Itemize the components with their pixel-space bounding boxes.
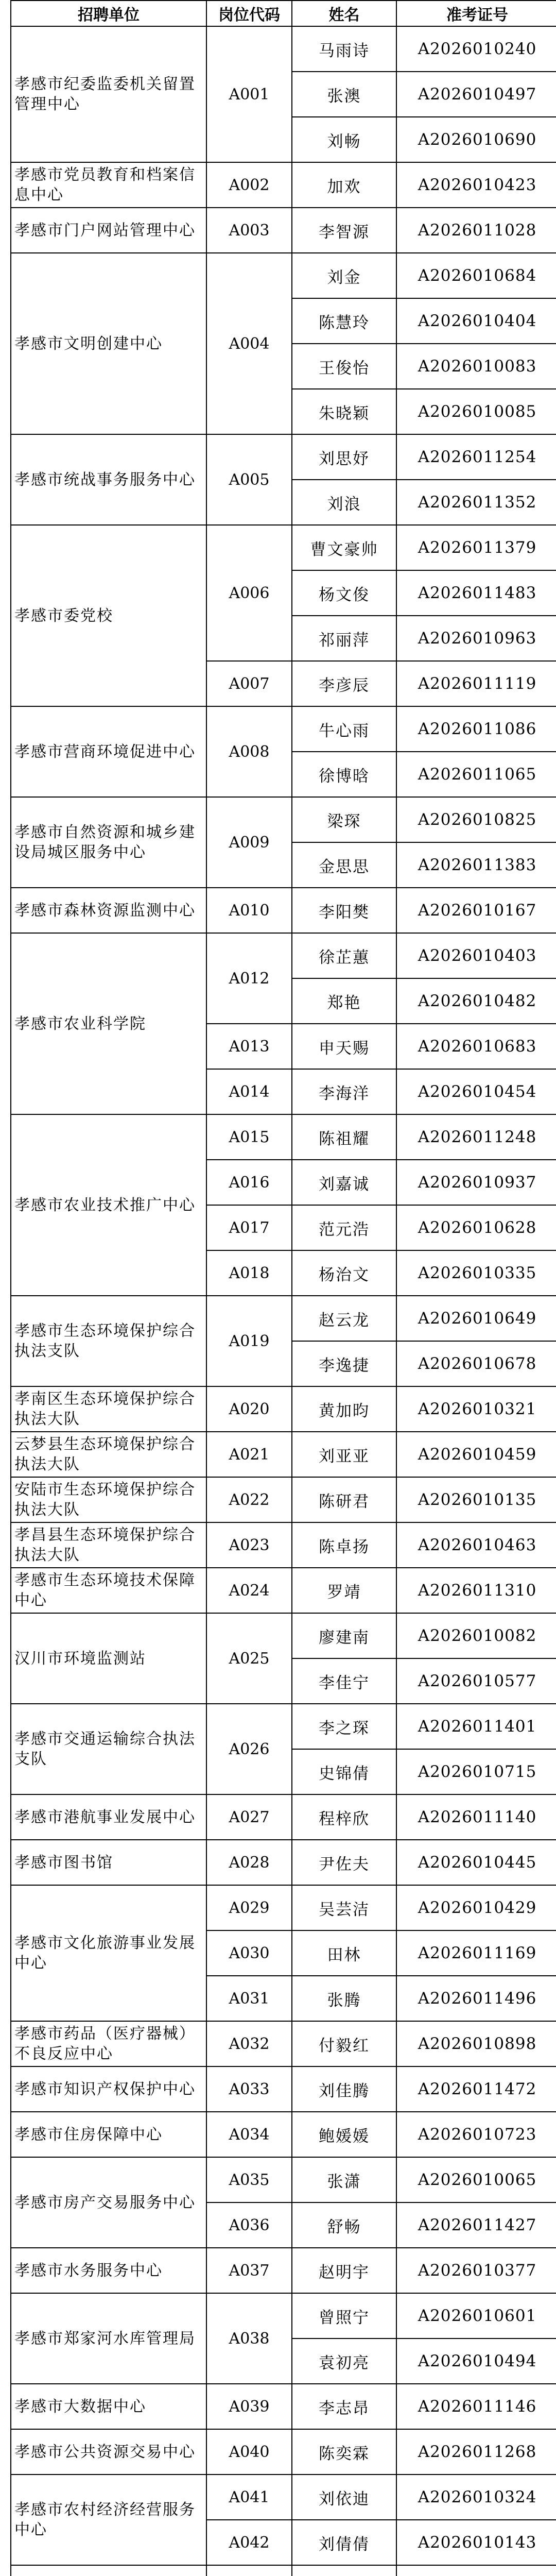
position-code-cell: A016	[206, 1160, 292, 1205]
name-cell: 刘佳腾	[292, 2066, 396, 2112]
ticket-number-cell: A2026011140	[396, 1794, 556, 1840]
name-cell: 罗靖	[292, 1568, 396, 1613]
position-code-cell: A014	[206, 1069, 292, 1114]
name-cell: 祁丽萍	[292, 616, 396, 661]
table-row	[11, 1522, 556, 1568]
unit-cell: 孝感市房产交易服务中心	[11, 2157, 206, 2248]
ticket-number-cell: A2026011352	[396, 480, 556, 525]
ticket-number-cell: A2026010628	[396, 1205, 556, 1250]
table-row	[11, 1885, 556, 1930]
position-code-cell: A037	[206, 2248, 292, 2293]
ticket-number-cell: A2026011028	[396, 208, 556, 253]
table-row	[11, 888, 556, 933]
name-cell: 陈祖耀	[292, 1114, 396, 1160]
unit-cell: 孝感市统战事务服务中心	[11, 434, 206, 525]
name-cell: 李佳宁	[292, 1658, 396, 1704]
table-row	[11, 2429, 556, 2475]
unit-cell: 孝感市知识产权保护中心	[11, 2066, 206, 2112]
unit-cell: 孝感市农业科学院	[11, 933, 206, 1114]
position-code-cell: A042	[206, 2520, 292, 2565]
name-cell: 李智源	[292, 208, 396, 253]
name-cell: 曹文豪帅	[292, 525, 396, 570]
name-cell: 刘亚亚	[292, 1432, 396, 1477]
ticket-number-cell: A2026010937	[396, 1160, 556, 1205]
table-row	[11, 1477, 556, 1522]
unit-cell: 孝南区生态环境保护综合执法大队	[11, 1386, 206, 1432]
ticket-number-cell: A2026010683	[396, 1024, 556, 1069]
name-cell: 赵明宇	[292, 2248, 396, 2293]
unit-cell: 孝感市港航事业发展中心	[11, 1794, 206, 1840]
unit-cell: 孝感市营商环境促进中心	[11, 706, 206, 797]
name-cell: 黄加昀	[292, 1386, 396, 1432]
name-cell: 牛心雨	[292, 706, 396, 752]
ticket-number-cell: A2026010649	[396, 1296, 556, 1341]
ticket-number-cell: A2026011379	[396, 525, 556, 570]
unit-cell: 孝感市文明创建中心	[11, 253, 206, 434]
ticket-number-cell: A2026011427	[396, 2202, 556, 2248]
table-row	[11, 2157, 556, 2202]
unit-cell: 孝感市农业技术推广中心	[11, 1114, 206, 1296]
position-code-cell	[206, 2565, 292, 2576]
name-cell: 舒畅	[292, 2202, 396, 2248]
position-code-cell: A002	[206, 162, 292, 208]
header-name: 姓名	[292, 1, 396, 26]
name-cell: 张澳	[292, 72, 396, 117]
ticket-number-cell: A2026011483	[396, 570, 556, 616]
position-code-cell: A035	[206, 2157, 292, 2202]
name-cell: 刘浪	[292, 480, 396, 525]
table-row	[11, 2384, 556, 2429]
table-row	[11, 434, 556, 480]
table-row	[11, 1568, 556, 1613]
unit-cell: 孝感市纪委监委机关留置管理中心	[11, 26, 206, 162]
position-code-cell: A001	[206, 26, 292, 162]
table-body	[11, 26, 556, 2576]
ticket-number-cell: A2026011248	[396, 1114, 556, 1160]
ticket-number-cell: A2026010423	[396, 162, 556, 208]
position-code-cell: A004	[206, 253, 292, 434]
ticket-number-cell: A2026011472	[396, 2066, 556, 2112]
name-cell: 刘思妤	[292, 434, 396, 480]
table-row	[11, 1114, 556, 1160]
table-row	[11, 2066, 556, 2112]
name-cell: 李志昂	[292, 2384, 396, 2429]
ticket-number-cell: A2026010684	[396, 253, 556, 298]
ticket-number-cell: A2026010429	[396, 1885, 556, 1930]
results-table-container	[10, 0, 556, 2576]
position-code-cell: A013	[206, 1024, 292, 1069]
unit-cell: 孝感市森林资源监测中心	[11, 888, 206, 933]
position-code-cell: A032	[206, 2021, 292, 2066]
position-code-cell: A005	[206, 434, 292, 525]
name-cell: 李之琛	[292, 1704, 396, 1749]
header-code: 岗位代码	[206, 1, 292, 26]
position-code-cell: A015	[206, 1114, 292, 1160]
unit-cell: 云梦县生态环境保护综合执法大队	[11, 1432, 206, 1477]
name-cell: 刘依迪	[292, 2475, 396, 2520]
ticket-number-cell: A2026010482	[396, 978, 556, 1024]
table-header	[11, 1, 556, 26]
table-row	[11, 2475, 556, 2520]
table-row	[11, 797, 556, 842]
ticket-number-cell: A2026010494	[396, 2338, 556, 2384]
name-cell: 梁琛	[292, 797, 396, 842]
unit-cell: 孝感市大数据中心	[11, 2384, 206, 2429]
ticket-number-cell: A2026010963	[396, 616, 556, 661]
name-cell: 曾照宁	[292, 2293, 396, 2338]
name-cell	[292, 2565, 396, 2576]
position-code-cell: A023	[206, 1522, 292, 1568]
table-row	[11, 1432, 556, 1477]
ticket-number-cell: A2026010167	[396, 888, 556, 933]
name-cell: 尹佐夫	[292, 1840, 396, 1885]
position-code-cell: A031	[206, 1976, 292, 2021]
ticket-number-cell: A2026010454	[396, 1069, 556, 1114]
name-cell: 刘嘉诚	[292, 1160, 396, 1205]
ticket-number-cell: A2026011169	[396, 1930, 556, 1976]
position-code-cell: A021	[206, 1432, 292, 1477]
table-row	[11, 1794, 556, 1840]
name-cell: 陈卓扬	[292, 1522, 396, 1568]
name-cell: 刘畅	[292, 117, 396, 162]
name-cell: 刘倩倩	[292, 2520, 396, 2565]
name-cell: 徐博晗	[292, 752, 396, 797]
unit-cell: 孝感市生态环境保护综合执法支队	[11, 1296, 206, 1386]
unit-cell: 孝感市门户网站管理中心	[11, 208, 206, 253]
table-row	[11, 1386, 556, 1432]
position-code-cell: A020	[206, 1386, 292, 1432]
name-cell: 杨文俊	[292, 570, 396, 616]
name-cell: 付毅红	[292, 2021, 396, 2066]
position-code-cell: A029	[206, 1885, 292, 1930]
table-row	[11, 1613, 556, 1658]
position-code-cell: A019	[206, 1296, 292, 1386]
name-cell: 袁初亮	[292, 2338, 396, 2384]
ticket-number-cell: A2026011401	[396, 1704, 556, 1749]
position-code-cell: A041	[206, 2475, 292, 2520]
ticket-number-cell: A2026010143	[396, 2520, 556, 2565]
unit-cell: 孝感市自然资源和城乡建设局城区服务中心	[11, 797, 206, 888]
position-code-cell: A006	[206, 525, 292, 661]
unit-cell: 孝感市公共资源交易中心	[11, 2429, 206, 2475]
name-cell: 陈研君	[292, 1477, 396, 1522]
ticket-number-cell: A2026010459	[396, 1432, 556, 1477]
position-code-cell: A039	[206, 2384, 292, 2429]
table-row	[11, 208, 556, 253]
table-row	[11, 2112, 556, 2157]
unit-cell: 孝感市文化旅游事业发展中心	[11, 1885, 206, 2021]
ticket-number-cell: A2026011254	[396, 434, 556, 480]
unit-cell: 孝感市交通运输综合执法支队	[11, 1704, 206, 1794]
position-code-cell: A028	[206, 1840, 292, 1885]
ticket-number-cell: A2026010577	[396, 1658, 556, 1704]
ticket-number-cell: A2026010240	[396, 26, 556, 72]
table-row	[11, 253, 556, 298]
header-unit: 招聘单位	[11, 1, 206, 26]
name-cell: 陈慧玲	[292, 298, 396, 344]
ticket-number-cell	[396, 2565, 556, 2576]
name-cell: 王俊怡	[292, 344, 396, 389]
ticket-number-cell: A2026010065	[396, 2157, 556, 2202]
table-row	[11, 2565, 556, 2576]
table-row	[11, 2248, 556, 2293]
position-code-cell: A036	[206, 2202, 292, 2248]
table-row	[11, 706, 556, 752]
unit-cell: 孝感市住房保障中心	[11, 2112, 206, 2157]
table-row	[11, 2021, 556, 2066]
position-code-cell: A009	[206, 797, 292, 888]
ticket-number-cell: A2026010463	[396, 1522, 556, 1568]
position-code-cell: A008	[206, 706, 292, 797]
name-cell: 刘金	[292, 253, 396, 298]
unit-cell: 孝感市党员教育和档案信息中心	[11, 162, 206, 208]
table-row	[11, 933, 556, 978]
results-table	[10, 0, 556, 2576]
name-cell: 廖建南	[292, 1613, 396, 1658]
position-code-cell: A026	[206, 1704, 292, 1794]
name-cell: 马雨诗	[292, 26, 396, 72]
table-row	[11, 1704, 556, 1749]
position-code-cell: A022	[206, 1477, 292, 1522]
ticket-number-cell: A2026011496	[396, 1976, 556, 2021]
ticket-number-cell: A2026010825	[396, 797, 556, 842]
position-code-cell: A024	[206, 1568, 292, 1613]
position-code-cell: A034	[206, 2112, 292, 2157]
unit-cell: 孝感市水务服务中心	[11, 2248, 206, 2293]
position-code-cell: A003	[206, 208, 292, 253]
ticket-number-cell: A2026011268	[396, 2429, 556, 2475]
name-cell: 申天赐	[292, 1024, 396, 1069]
table-row	[11, 1296, 556, 1341]
position-code-cell: A040	[206, 2429, 292, 2475]
unit-cell: 孝感市农村经济经营服务中心	[11, 2475, 206, 2565]
ticket-number-cell: A2026011119	[396, 661, 556, 706]
unit-cell: 孝感市生态环境技术保障中心	[11, 1568, 206, 1613]
name-cell: 李彦辰	[292, 661, 396, 706]
name-cell: 加欢	[292, 162, 396, 208]
name-cell: 田林	[292, 1930, 396, 1976]
table-row	[11, 2293, 556, 2338]
position-code-cell: A033	[206, 2066, 292, 2112]
name-cell: 吴芸洁	[292, 1885, 396, 1930]
position-code-cell: A007	[206, 661, 292, 706]
name-cell: 程梓欣	[292, 1794, 396, 1840]
table-row	[11, 525, 556, 570]
ticket-number-cell: A2026010445	[396, 1840, 556, 1885]
header-ticket: 准考证号	[396, 1, 556, 26]
unit-cell: 孝昌县生态环境保护综合执法大队	[11, 1522, 206, 1568]
ticket-number-cell: A2026010324	[396, 2475, 556, 2520]
position-code-cell: A025	[206, 1613, 292, 1704]
ticket-number-cell: A2026011383	[396, 842, 556, 888]
name-cell: 李海洋	[292, 1069, 396, 1114]
ticket-number-cell: A2026010321	[396, 1386, 556, 1432]
ticket-number-cell: A2026011310	[396, 1568, 556, 1613]
position-code-cell: A018	[206, 1250, 292, 1296]
ticket-number-cell: A2026010898	[396, 2021, 556, 2066]
unit-cell: 孝感市郑家河水库管理局	[11, 2293, 206, 2384]
unit-cell	[11, 2565, 206, 2576]
name-cell: 朱晓颖	[292, 389, 396, 434]
ticket-number-cell: A2026010335	[396, 1250, 556, 1296]
name-cell: 郑艳	[292, 978, 396, 1024]
ticket-number-cell: A2026010678	[396, 1341, 556, 1386]
position-code-cell: A012	[206, 933, 292, 1024]
ticket-number-cell: A2026010715	[396, 1749, 556, 1794]
unit-cell: 安陆市生态环境保护综合执法大队	[11, 1477, 206, 1522]
name-cell: 徐芷蕙	[292, 933, 396, 978]
ticket-number-cell: A2026010723	[396, 2112, 556, 2157]
name-cell: 杨治文	[292, 1250, 396, 1296]
name-cell: 金思思	[292, 842, 396, 888]
position-code-cell: A010	[206, 888, 292, 933]
ticket-number-cell: A2026010690	[396, 117, 556, 162]
name-cell: 张潇	[292, 2157, 396, 2202]
unit-cell: 孝感市委党校	[11, 525, 206, 706]
unit-cell: 汉川市环境监测站	[11, 1613, 206, 1704]
ticket-number-cell: A2026010135	[396, 1477, 556, 1522]
ticket-number-cell: A2026010404	[396, 298, 556, 344]
ticket-number-cell: A2026010601	[396, 2293, 556, 2338]
ticket-number-cell: A2026011065	[396, 752, 556, 797]
table-row	[11, 1840, 556, 1885]
ticket-number-cell: A2026011086	[396, 706, 556, 752]
unit-cell: 孝感市图书馆	[11, 1840, 206, 1885]
name-cell: 李阳樊	[292, 888, 396, 933]
name-cell: 范元浩	[292, 1205, 396, 1250]
ticket-number-cell: A2026010085	[396, 389, 556, 434]
name-cell: 史锦倩	[292, 1749, 396, 1794]
position-code-cell: A017	[206, 1205, 292, 1250]
name-cell: 张腾	[292, 1976, 396, 2021]
position-code-cell: A027	[206, 1794, 292, 1840]
position-code-cell: A038	[206, 2293, 292, 2384]
table-row	[11, 26, 556, 72]
name-cell: 赵云龙	[292, 1296, 396, 1341]
ticket-number-cell: A2026010497	[396, 72, 556, 117]
ticket-number-cell: A2026010403	[396, 933, 556, 978]
ticket-number-cell: A2026010083	[396, 344, 556, 389]
position-code-cell: A030	[206, 1930, 292, 1976]
ticket-number-cell: A2026011146	[396, 2384, 556, 2429]
name-cell: 鲍媛媛	[292, 2112, 396, 2157]
ticket-number-cell: A2026010377	[396, 2248, 556, 2293]
table-row	[11, 162, 556, 208]
name-cell: 陈奕霖	[292, 2429, 396, 2475]
name-cell: 李逸捷	[292, 1341, 396, 1386]
unit-cell: 孝感市药品（医疗器械）不良反应中心	[11, 2021, 206, 2066]
ticket-number-cell: A2026010082	[396, 1613, 556, 1658]
header-row	[11, 1, 556, 26]
